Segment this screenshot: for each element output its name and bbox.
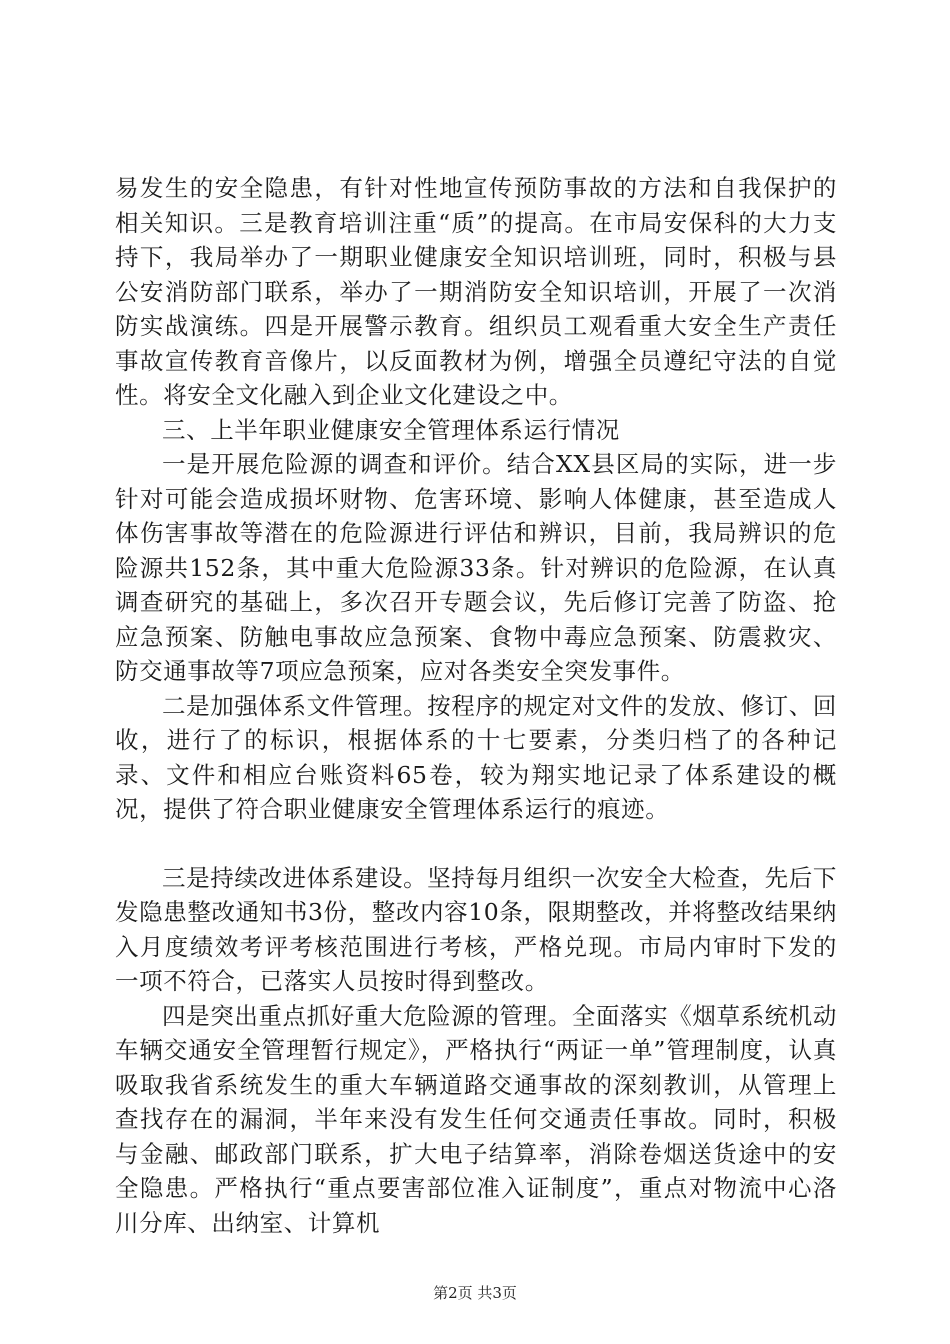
section-heading: 三、上半年职业健康安全管理体系运行情况 [162,415,620,444]
paragraph-continuation: 易发生的安全隐患，有针对性地宣传预防事故的方法和自我保护的相关知识。三是教育培训注重“质”的提高。在市局安保科的大力支持下，我局举办了一期职业健康安全知识培训班，同时，积极与县公安消防部门联系，举办了一期消防安全知识培训，开展了一次消防实战演练。四是开展警示教育。组织员工观看重大安全生产责任事故宣传教育音像片，以反面教材为例，增强全员遵纪守法的自觉性。将安全文化融入到企业文化建设之中。 [115,174,837,409]
paragraph-document-management: 二是加强体系文件管理。按程序的规定对文件的发放、修订、回收，进行了的标识，根据体系的十七要素，分类归档了的各种记录、文件和相应台账资料65卷，较为翔实地记录了体系建设的概况，提供了符合职业健康安全管理体系运行的痕迹。 [115,691,837,823]
paragraph-continuous-improvement: 三是持续改进体系建设。坚持每月组织一次安全大检查，先后下发隐患整改通知书3份，整改内容10条，限期整改，并将整改结果纳入月度绩效考评考核范围进行考核，严格兑现。市局内审时下发的一项不符合，已落实人员按时得到整改。 [115,863,837,995]
page-footer: 第2页 共3页 [433,1284,517,1302]
paragraph-hazard-assessment: 一是开展危险源的调查和评价。结合XX县区局的实际，进一步针对可能会造成损坏财物、危害环境、影响人体健康，甚至造成人体伤害事故等潜在的危险源进行评估和辨识，目前，我局辨识的危险源共152条，其中重大危险源33条。针对辨识的危险源，在认真调查研究的基础上，多次召开专题会议，先后修订完善了防盗、抢应急预案、防触电事故应急预案、食物中毒应急预案、防震救灾、防交通事故等7项应急预案，应对各类安全突发事件。 [115,450,837,685]
document-body [115,171,837,1240]
paragraph-major-hazard-management: 四是突出重点抓好重大危险源的管理。全面落实《烟草系统机动车辆交通安全管理暂行规定》，严格执行“两证一单”管理制度，认真吸取我省系统发生的重大车辆道路交通事故的深刻教训，从管理上查找存在的漏洞，半年来没有发生任何交通责任事故。同时，积极与金融、邮政部门联系，扩大电子结算率，消除卷烟送货途中的安全隐患。严格执行“重点要害部位准入证制度”，重点对物流中心洛川分库、出纳室、计算机 [115,1001,837,1237]
